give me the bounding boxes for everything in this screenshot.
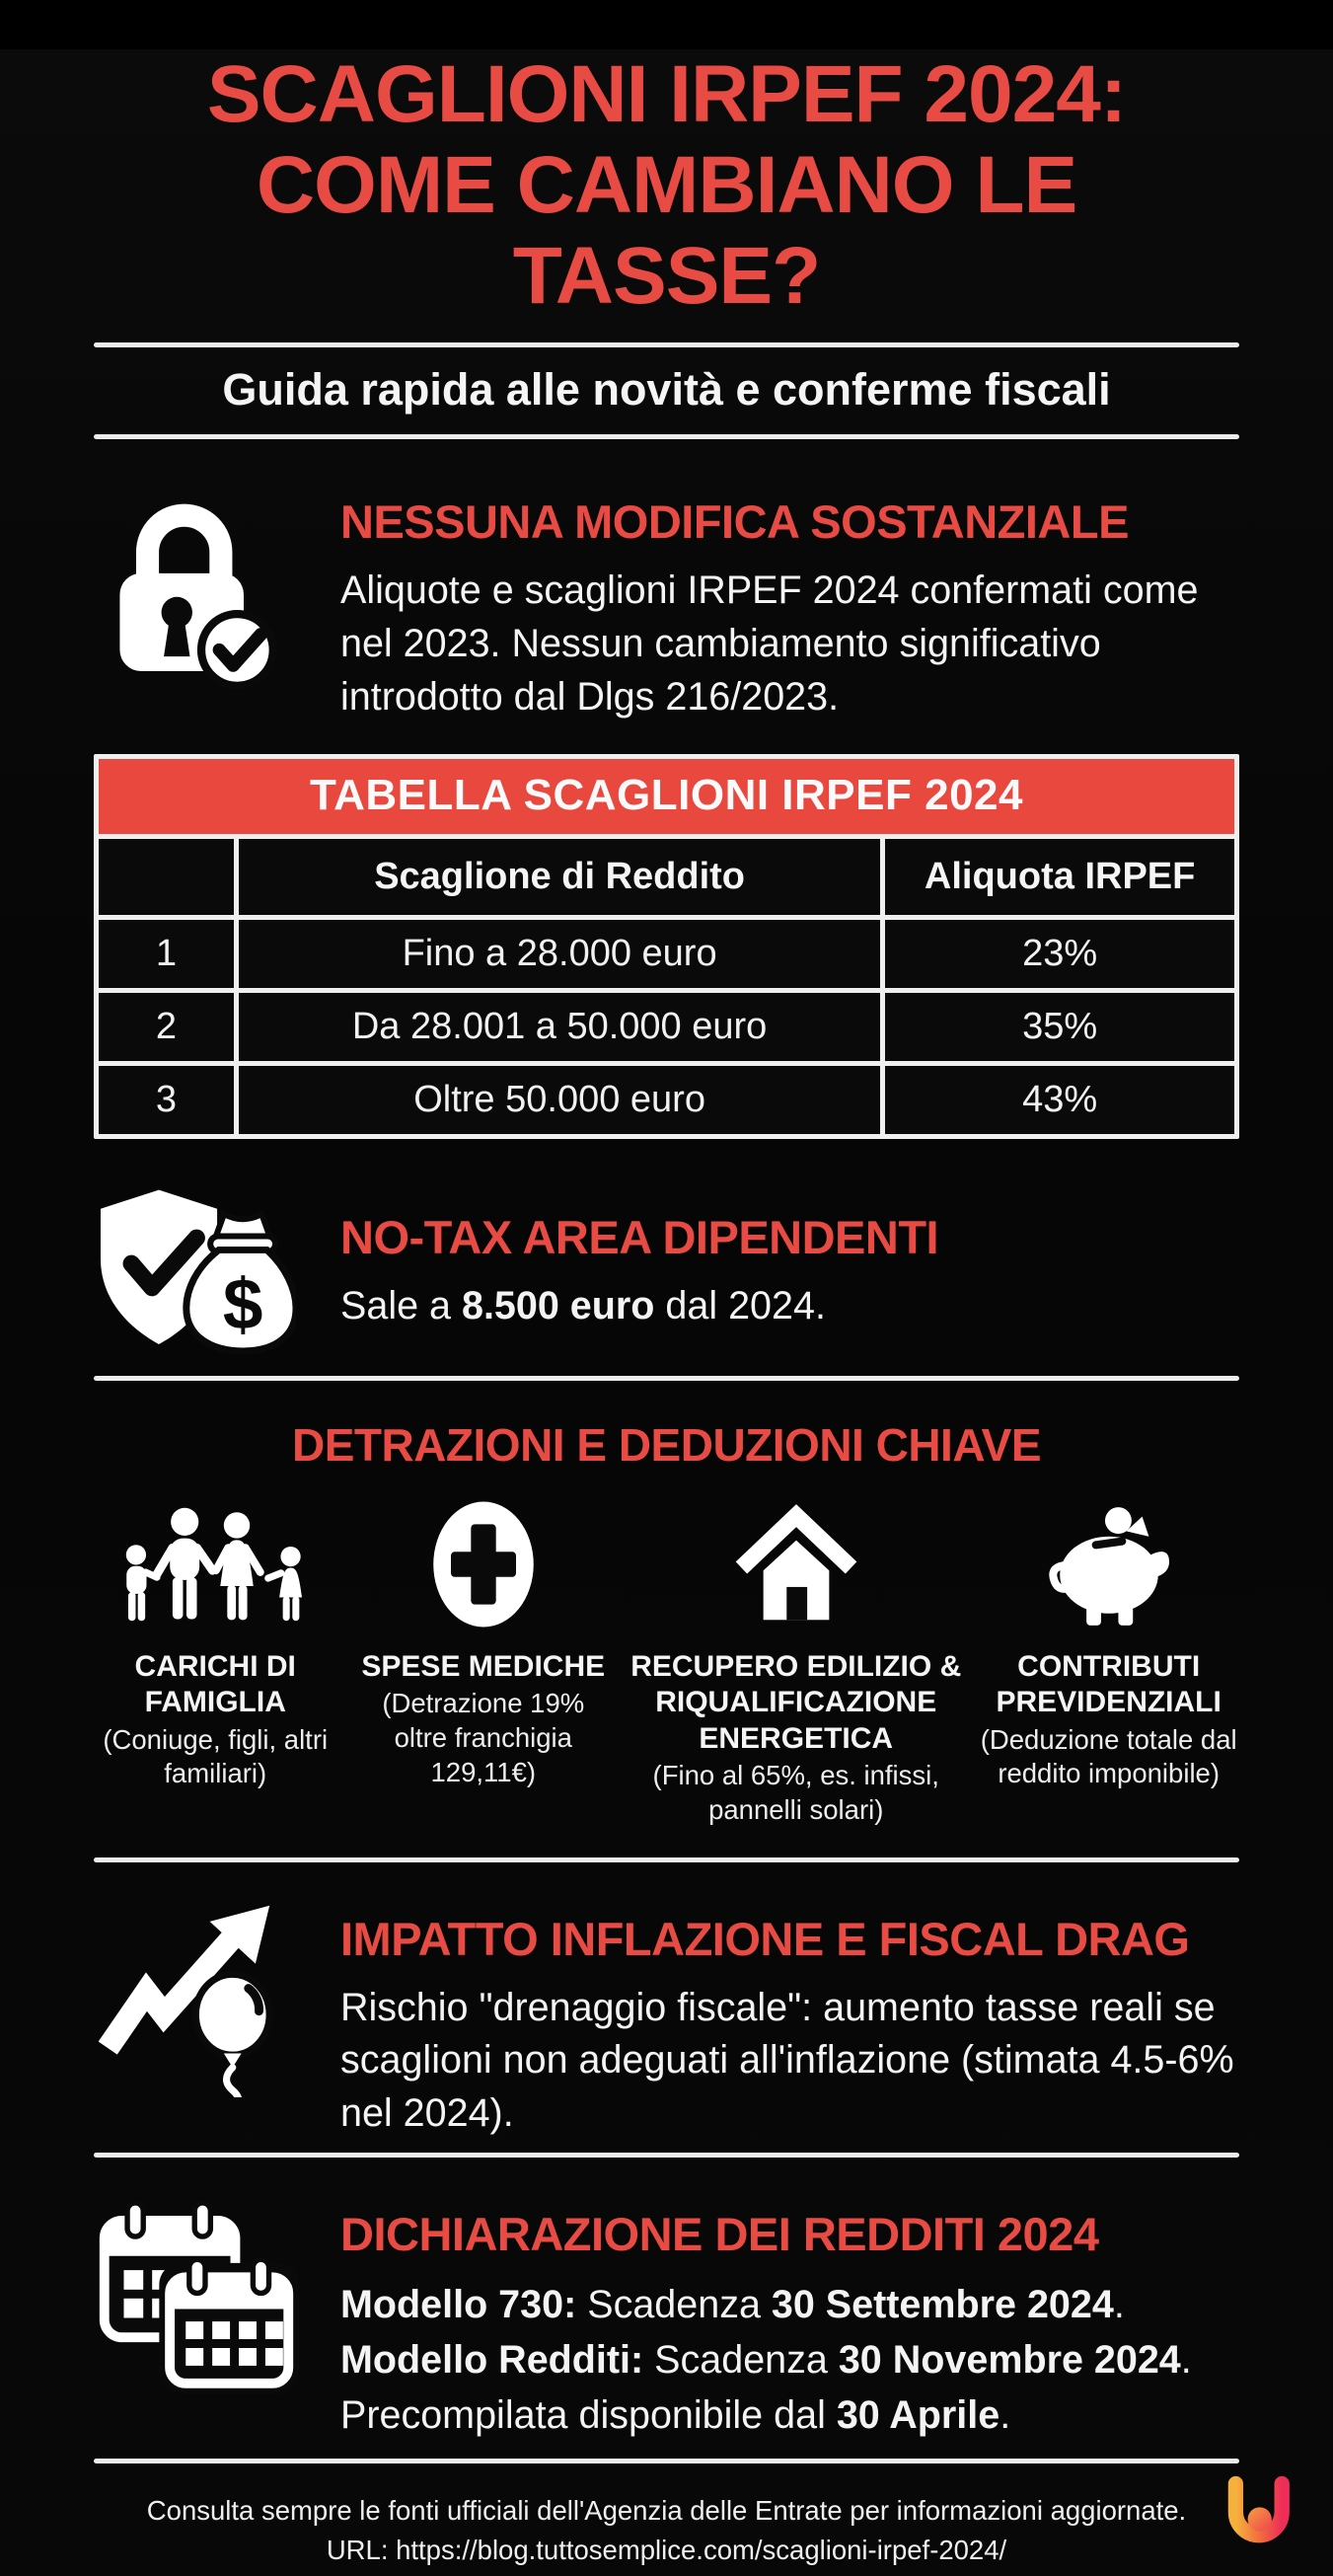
row-rate: 43% [885,1066,1234,1134]
table-row [99,1066,1234,1134]
calendar-icon [94,2199,299,2394]
section-nessuna-modifica [94,487,1239,723]
divider [94,1376,1239,1381]
table-title: TABELLA SCAGLIONI IRPEF 2024 [99,759,1234,834]
page-subtitle: Guida rapida alle novità e conferme fiscali [222,364,1111,416]
table-row [99,993,1234,1061]
divider [94,2459,1239,2463]
section-heading: DICHIARAZIONE DEI REDDITI 2024 [340,2207,1099,2260]
detrazione-title: CARICHI DI FAMIGLIA [134,1649,296,1719]
page-title-line2: COME CAMBIANO LE TASSE? [256,139,1077,321]
row-bracket: Oltre 50.000 euro [239,1066,880,1134]
detrazione-desc: (Detrazione 19% oltre franchigia 129,11€) [382,1688,585,1787]
dichiarazione-line2: Modello Redditi: Scadenza 30 Novembre 2024. [340,2337,1192,2382]
svg-text:$: $ [222,1263,263,1344]
section-dichiarazione [94,2199,1239,2443]
detrazioni-grid [94,1493,1239,1828]
section-heading: IMPATTO INFLAZIONE E FISCAL DRAG [340,1912,1190,1965]
table-header-rate: Aliquota IRPEF [885,839,1234,915]
section-body: Aliquote e scaglioni IRPEF 2024 confermati come nel 2023. Nessun cambiamento significativo introdotto dal Dlgs 216/2023. [340,568,1199,719]
row-bracket: Fino a 28.000 euro [239,920,880,988]
row-rate: 23% [885,920,1234,988]
section-body: Sale a 8.500 euro dal 2024. [340,1284,826,1328]
detrazione-title: RECUPERO EDILIZIO & RIQUALIFICAZIONE ENERGETICA [630,1649,962,1755]
detrazione-item-famiglia [94,1493,336,1828]
row-number: 1 [99,920,234,988]
trending-arrow-balloon-icon [94,1904,303,2097]
tuttosemplice-u-logo [1213,2469,1301,2560]
divider [94,1857,1239,1862]
table-header-bracket: Scaglione di Reddito [239,839,880,915]
page-title-line1: SCAGLIONI IRPEF 2024: [206,49,1127,139]
table-header-empty [99,839,234,915]
section-body: Rischio "drenaggio fiscale": aumento tasse reali se scaglioni non adeguati all'inflazione (stimata 4.5-6% nel 2024). [340,1985,1234,2136]
no-tax-amount: 8.500 euro [461,1284,655,1328]
house-icon [629,1493,962,1629]
row-bracket: Da 28.001 a 50.000 euro [239,993,880,1061]
detrazione-item-edilizio [629,1493,962,1828]
infographic-page [0,49,1333,2576]
medical-cross-icon [352,1493,614,1629]
lock-check-icon [94,487,281,696]
detrazione-item-mediche [352,1493,614,1828]
table-row [99,920,1234,988]
detrazione-desc: (Fino al 65%, es. infissi, pannelli solari) [652,1760,939,1826]
row-number: 2 [99,993,234,1061]
footer-note: Consulta sempre le fonti ufficiali dell'Agenzia delle Entrate per informazioni aggiornate. [146,2495,1187,2527]
page-title [94,49,1239,321]
row-rate: 35% [885,993,1234,1061]
divider [94,2153,1239,2158]
detrazione-title: SPESE MEDICHE [361,1649,606,1683]
section-no-tax-area [94,1184,1239,1360]
dichiarazione-line3: Precompilata disponibile dal 30 Aprile. [340,2393,1011,2438]
section-heading: NO-TAX AREA DIPENDENTI [340,1211,939,1264]
dichiarazione-line1: Modello 730: Scadenza 30 Settembre 2024. [340,2282,1125,2326]
section-heading: NESSUNA MODIFICA SOSTANZIALE [340,495,1129,549]
divider [94,434,1239,439]
footer-url: URL: https://blog.tuttosemplice.com/scaglioni-irpef-2024/ [326,2534,1007,2565]
section-inflazione [94,1904,1239,2141]
irpef-table [94,754,1239,1139]
shield-moneybag-icon [94,1184,296,1360]
footer [94,2491,1239,2570]
detrazione-title: CONTRIBUTI PREVIDENZIALI [996,1649,1222,1719]
piggy-bank-icon [978,1493,1239,1629]
detrazioni-heading: DETRAZIONI E DEDUZIONI CHIAVE [291,1418,1041,1471]
row-number: 3 [99,1066,234,1134]
detrazione-desc: (Deduzione totale dal reddito imponibile) [980,1723,1237,1789]
family-icon [94,1493,336,1629]
detrazione-item-previdenziali [978,1493,1239,1828]
detrazione-desc: (Coniuge, figli, altri familiari) [103,1723,329,1789]
